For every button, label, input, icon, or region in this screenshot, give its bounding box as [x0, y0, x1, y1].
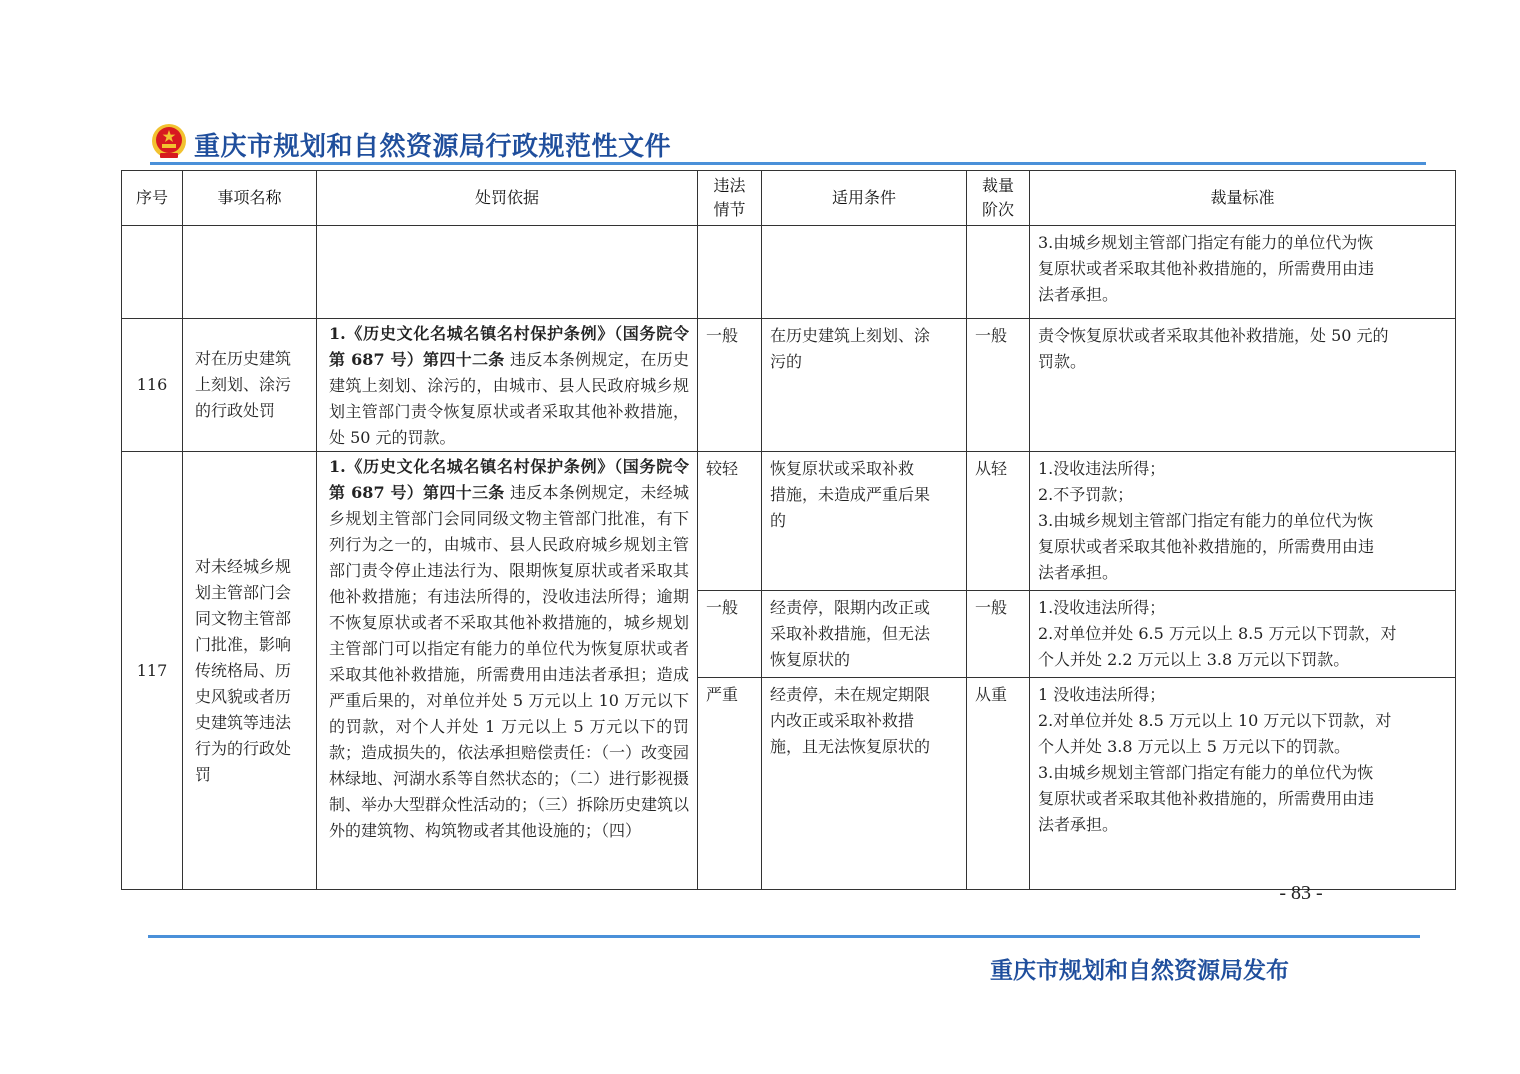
standard-cell [1030, 452, 1456, 591]
severity-cell: 一般 [698, 319, 762, 452]
condition-cell [762, 678, 967, 890]
standard-line: 2.对单位并处 8.5 万元以上 10 万元以下罚款，对 [1038, 711, 1392, 730]
condition-line: 恢复原状的 [770, 650, 851, 669]
standard-cell [1030, 591, 1456, 678]
column-header-name: 事项名称 [183, 171, 317, 226]
name-cell [183, 226, 317, 319]
basis-citation: 1.《历史文化名城名镇名村保护条例》（国务院令第 687 号）第四十三条 [329, 457, 689, 502]
condition-line: 污的 [770, 352, 803, 371]
standard-line: 个人并处 3.8 万元以上 5 万元以下的罚款。 [1038, 737, 1350, 756]
seq-cell [122, 226, 183, 319]
name-line: 传统格局、历 [195, 660, 292, 680]
standard-line: 1.没收违法所得； [1038, 459, 1166, 478]
standard-line: 罚款。 [1038, 352, 1087, 371]
condition-line: 经责停，限期内改正或 [770, 598, 931, 617]
column-header-standard: 裁量标准 [1030, 171, 1456, 226]
standard-line: 复原状或者采取其他补救措施的，所需费用由违 [1038, 537, 1375, 556]
standard-line: 3.由城乡规划主管部门指定有能力的单位代为恢 [1038, 763, 1374, 782]
footer-divider [148, 935, 1420, 938]
severity-cell: 较轻 [698, 452, 762, 591]
name-line: 同文物主管部 [195, 608, 292, 628]
name-line: 门批准，影响 [195, 634, 292, 654]
name-line: 罚 [195, 764, 212, 784]
condition-line: 的 [770, 511, 787, 530]
column-header-tier: 裁量阶次 [967, 171, 1030, 226]
national-emblem-icon [150, 122, 188, 162]
standard-line: 3.由城乡规划主管部门指定有能力的单位代为恢 [1038, 511, 1374, 530]
standard-line: 个人并处 2.2 万元以上 3.8 万元以下罚款。 [1038, 650, 1350, 669]
standard-line: 1.没收违法所得； [1038, 598, 1166, 617]
standard-line: 3.由城乡规划主管部门指定有能力的单位代为恢 [1038, 233, 1374, 252]
column-header-basis: 处罚依据 [317, 171, 698, 226]
name-line: 的行政处罚 [195, 401, 276, 420]
condition-cell [762, 591, 967, 678]
seq-cell: 117 [122, 452, 183, 890]
standard-line: 法者承担。 [1038, 563, 1119, 582]
condition-line: 恢复原状或采取补救 [770, 459, 915, 478]
penalty-discretion-table [121, 170, 1456, 890]
standard-line: 责令恢复原状或者采取其他补救措施，处 50 元的 [1038, 326, 1389, 345]
basis-cell [317, 319, 698, 452]
name-line: 划主管部门会 [195, 582, 292, 602]
column-header-seq: 序号 [122, 171, 183, 226]
column-header-condition: 适用条件 [762, 171, 967, 226]
standard-cell [1030, 226, 1456, 319]
page-number: - 83 - [1279, 882, 1323, 904]
name-cell [183, 319, 317, 452]
document-header-title: 重庆市规划和自然资源局行政规范性文件 [194, 132, 672, 162]
name-line: 对未经城乡规 [195, 556, 292, 576]
tier-cell: 一般 [967, 591, 1030, 678]
table-row-continuation [122, 226, 1456, 319]
condition-line: 施，且无法恢复原状的 [770, 737, 931, 756]
condition-cell [762, 452, 967, 591]
table-header-row [122, 171, 1456, 226]
basis-citation: 1.《历史文化名城名镇名村保护条例》（国务院令第 687 号）第四十二条 [329, 324, 689, 369]
standard-line: 法者承担。 [1038, 285, 1119, 304]
name-line: 行为的行政处 [195, 738, 292, 758]
name-line: 史建筑等违法 [195, 712, 292, 732]
condition-line: 经责停，未在规定期限 [770, 685, 931, 704]
column-header-severity: 违法情节 [698, 171, 762, 226]
table-row-117 [122, 452, 1456, 591]
name-line: 史风貌或者历 [195, 686, 292, 706]
basis-text: 违反本条例规定，在历史建筑上刻划、涂污的，由城市、县人民政府城乡规划主管部门责令恢复原状或者采取其他补救措施，处 50 元的罚款。 [329, 350, 689, 447]
tier-cell: 从轻 [967, 452, 1030, 591]
standard-line: 复原状或者采取其他补救措施的，所需费用由违 [1038, 259, 1375, 278]
name-line: 对在历史建筑 [195, 349, 292, 368]
condition-line: 采取补救措施，但无法 [770, 624, 931, 643]
tier-cell: 从重 [967, 678, 1030, 890]
standard-line: 法者承担。 [1038, 815, 1119, 834]
footer-publisher: 重庆市规划和自然资源局发布 [990, 958, 1289, 984]
condition-line: 在历史建筑上刻划、涂 [770, 326, 931, 345]
condition-cell [762, 319, 967, 452]
tier-cell [967, 226, 1030, 319]
condition-line: 措施，未造成严重后果 [770, 485, 931, 504]
standard-line: 复原状或者采取其他补救措施的，所需费用由违 [1038, 789, 1375, 808]
name-cell [183, 452, 317, 890]
basis-cell [317, 226, 698, 319]
table-row-116 [122, 319, 1456, 452]
standard-line: 1 没收违法所得； [1038, 685, 1166, 704]
seq-cell: 116 [122, 319, 183, 452]
condition-line: 内改正或采取补救措 [770, 711, 915, 730]
severity-cell: 一般 [698, 591, 762, 678]
standard-cell [1030, 319, 1456, 452]
severity-cell: 严重 [698, 678, 762, 890]
basis-text: 违反本条例规定，未经城乡规划主管部门会同同级文物主管部门批准，有下列行为之一的，由城市、县人民政府城乡规划主管部门责令停止违法行为、限期恢复原状或者采取其他补救措施；有违法所得的，没收违法所得；逾期不恢复原状或者不采取其他补救措施的，城乡规划主管部门可以指定有能力的单位代为恢复原状或者采取其他补救措施，所需费用由违法者承担；造成严重后果的，对单位并处 5 万元以上 10 万元以下的罚款，对个人并处 1 万元以上 5 万元以下的罚款；造成损失的，依法承担赔偿责任：（一）改变园林绿地、河湖水系等自然状态的；（二）进行影视摄制、举办大型群众性活动的；（三）拆除历史建筑以外的建筑物、构筑物或者其他设施的；（四） [329, 483, 690, 840]
basis-cell [317, 452, 698, 890]
name-line: 上刻划、涂污 [195, 375, 292, 394]
standard-line: 2.对单位并处 6.5 万元以上 8.5 万元以下罚款，对 [1038, 624, 1397, 643]
severity-cell [698, 226, 762, 319]
header-divider [150, 162, 1426, 165]
standard-line: 2.不予罚款； [1038, 485, 1134, 504]
condition-cell [762, 226, 967, 319]
standard-cell [1030, 678, 1456, 890]
tier-cell: 一般 [967, 319, 1030, 452]
